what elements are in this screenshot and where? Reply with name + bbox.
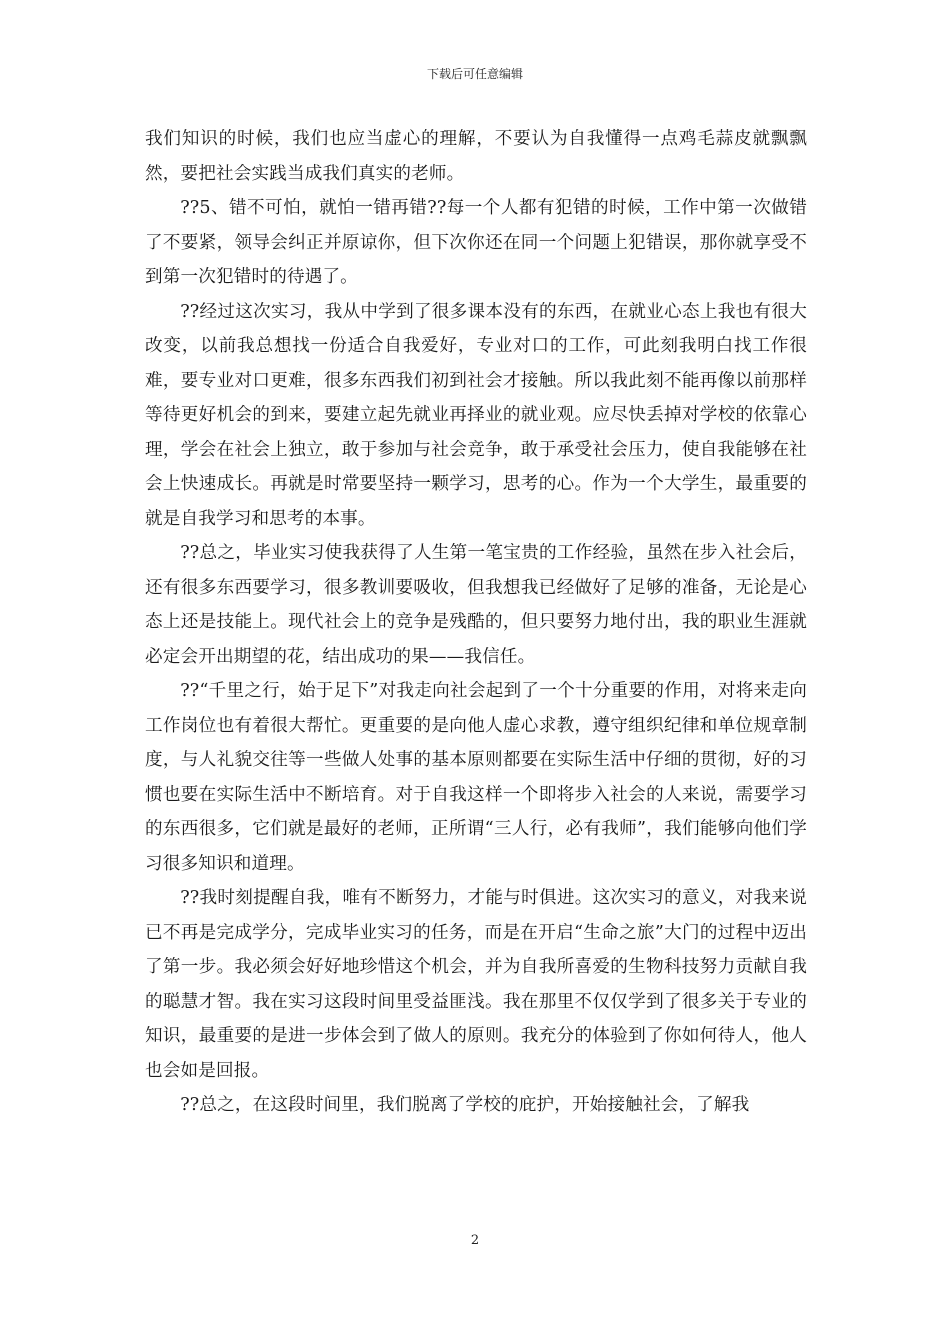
paragraph-mistakes: ??5、错不可怕，就怕一错再错??每一个人都有犯错的时候，工作中第一次做错了不要紧，领导会纠正并原谅你，但下次你还在同一个问题上犯错误，那你就享受不到第一次犯错时的待遇了。 [145,198,807,287]
paragraph-self-reminder: ??我时刻提醒自我，唯有不断努力，才能与时俱进。这次实习的意义，对我来说已不再是完成学分，完成毕业实习的任务，而是在开启“生命之旅”大门的过程中迈出了第一步。我必须会好好地珍惜这个机会，并为自我所喜爱的生物科技努力贡献自我的聪慧才智。我在实习这段时间里受益匪浅。我在那里不仅仅学到了很多关于专业的知识，最重要的是进一步体会到了做人的原则。我充分的体验到了你如何待人，他人也会如是回报。 [145,888,807,1081]
page-header: 下载后可任意编辑 [426,67,523,81]
page-number: 2 [470,1233,480,1248]
paragraph-conclusion: ??总之，在这段时间里，我们脱离了学校的庇护，开始接触社会，了解我 [180,1095,750,1115]
document-body [145,122,807,1123]
paragraph-continuation: 我们知识的时候，我们也应当虚心的理解，不要认为自我懂得一点鸡毛蒜皮就飘飘然，要把社会实践当成我们真实的老师。 [145,129,807,184]
paragraph-summary: ??总之，毕业实习使我获得了人生第一笔宝贵的工作经验，虽然在步入社会后，还有很多东西要学习，很多教训要吸收，但我想我已经做好了足够的准备，无论是心态上还是技能上。现代社会上的竞争是残酷的，但只要努力地付出，我的职业生涯就必定会开出期望的花，结出成功的果——我信任。 [145,543,807,667]
paragraph-journey: ??“千里之行，始于足下”对我走向社会起到了一个十分重要的作用，对将来走向工作岗位也有着很大帮忙。更重要的是向他人虚心求教，遵守组织纪律和单位规章制度，与人礼貌交往等一些做人处事的基本原则都要在实际生活中仔细的贯彻，好的习惯也要在实际生活中不断培育。对于自我这样一个即将步入社会的人来说，需要学习的东西很多，它们就是最好的老师，正所谓“三人行，必有我师”，我们能够向他们学习很多知识和道理。 [145,681,807,874]
paragraph-internship-experience: ??经过这次实习，我从中学到了很多课本没有的东西，在就业心态上我也有很大改变，以前我总想找一份适合自我爱好，专业对口的工作，可此刻我明白找工作很难，要专业对口更难，很多东西我们初到社会才接触。所以我此刻不能再像以前那样等待更好机会的到来，要建立起先就业再择业的就业观。应尽快丢掉对学校的依靠心理，学会在社会上独立，敢于参加与社会竞争，敢于承受社会压力，使自我能够在社会上快速成长。再就是时常要坚持一颗学习，思考的心。作为一个大学生，最重要的就是自我学习和思考的本事。 [145,301,807,529]
